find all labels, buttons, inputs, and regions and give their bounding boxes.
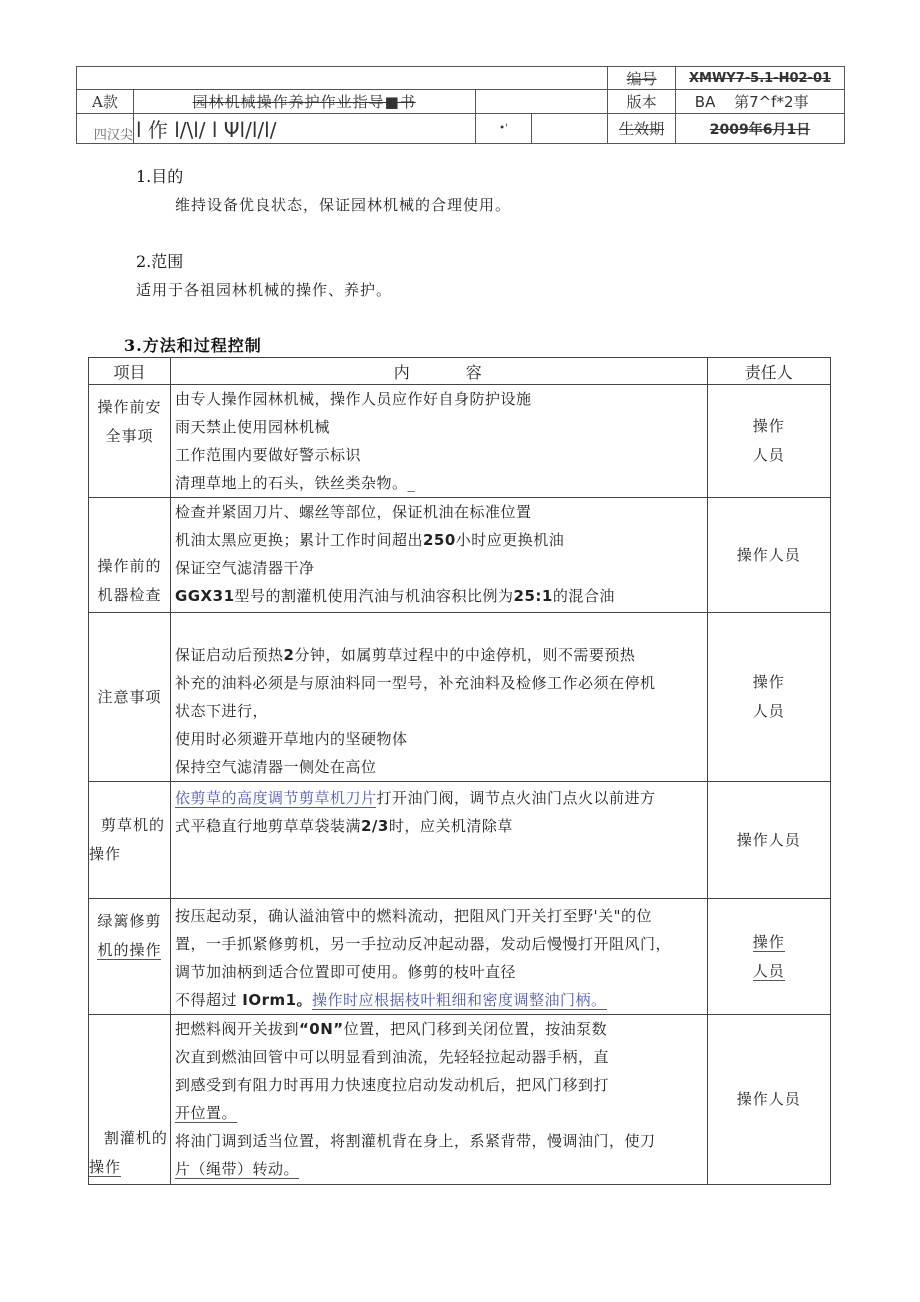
header-blank-cell-3 — [532, 114, 608, 144]
version-label: 版本 — [608, 90, 676, 114]
resp-line: 操作 — [752, 673, 785, 691]
content-line: 按压起动泵，确认溢油管中的燃料流动，把阻风门开关打至野'关"的位 — [174, 907, 652, 925]
content-text: 机油太黑应更换；累计工作时间超出 — [174, 531, 423, 549]
content-text: 小时应更换机油 — [455, 531, 565, 549]
code-label: 编号 — [608, 67, 676, 90]
table-row — [89, 385, 831, 498]
content-line: 补充的油料必须是与原油料同一型号，补充油料及检修工作必须在停机 — [174, 674, 656, 692]
content-line — [175, 812, 707, 840]
version-value: BA — [694, 93, 716, 111]
fill-value: 2/3 — [360, 817, 389, 835]
resp-line: 操作人员 — [736, 830, 801, 849]
table-row — [89, 498, 831, 613]
content-text: 式平稳直行地剪草草袋装满 — [174, 817, 361, 835]
row3-mid-text: l 作 l/\l/ l Ψl/l/l/ — [135, 118, 277, 142]
row-resp — [707, 1015, 830, 1185]
diameter-value: IOrm1。 — [242, 991, 313, 1009]
content-text: 时，应关机清除草 — [388, 817, 513, 835]
height-adjust-link: 依剪草的高度调节剪草机刀片 — [174, 789, 377, 807]
content-text: 把燃料阀开关拔到 — [174, 1020, 299, 1038]
version-cell — [676, 90, 845, 114]
on-position: “0N” — [298, 1020, 344, 1038]
content-line: 到感受到有阻力时再用力快速度拉启动发动机后，把风门移到打 — [174, 1076, 609, 1094]
item-line: 割灌机的 — [103, 1129, 168, 1147]
table-row — [89, 1015, 831, 1185]
hours-value: 250 — [422, 531, 456, 549]
row-item — [89, 385, 171, 498]
item-line: 机器检查 — [97, 586, 162, 604]
row3-left: 四汉尖 — [77, 114, 134, 144]
row-resp — [707, 782, 830, 899]
content-text: 位置，把风门移到关闭位置，按油泵数 — [343, 1020, 608, 1038]
content-line — [175, 784, 707, 812]
item-line: 操作前安 — [97, 398, 162, 416]
throttle-adjust-link: 操作时应根据枝叶粗细和密度调整油门柄。 — [312, 991, 607, 1009]
content-line: 保证空气滤清器干净 — [174, 559, 315, 577]
content-text: 打开油门阀，调节点火油门点火以前进方 — [376, 789, 656, 807]
model-value: GGX31 — [174, 587, 235, 605]
content-line: 开位置。 — [174, 1104, 237, 1122]
scope-text: 适用于各祖园林机械的操作、养护。 — [136, 281, 393, 299]
resp-line: 人员 — [752, 446, 785, 464]
content-line: 工作范围内要做好警示标识 — [174, 446, 361, 464]
resp-line: 操作 — [752, 932, 785, 951]
row-resp — [707, 613, 830, 782]
item-line: 操作前的 — [97, 557, 162, 575]
item-line: 绿篱修剪 — [97, 912, 162, 930]
item-line: 全事项 — [105, 427, 154, 445]
page-value: 第7^f*2事 — [734, 93, 809, 111]
ratio-value: 25:1 — [513, 587, 553, 605]
content-text: 不得超过 — [174, 991, 237, 1009]
row-content — [170, 899, 707, 1015]
header-blank-cell-2 — [475, 90, 608, 114]
content-line — [175, 986, 707, 1014]
row-item — [89, 899, 171, 1015]
resp-line: 操作 — [752, 417, 785, 435]
document-header-table — [76, 66, 845, 144]
content-line — [175, 1015, 707, 1043]
content-text: 保证启动后预热 — [174, 646, 284, 664]
item-line: 剪草机的 — [101, 816, 166, 834]
table-row — [89, 782, 831, 899]
resp-line: 操作人员 — [736, 545, 801, 564]
content-line — [175, 641, 707, 669]
purpose-text: 维持设备优良状态，保证园林机械的合理使用。 — [175, 196, 512, 214]
purpose-title: 1.目的 — [136, 167, 184, 186]
minutes-value: 2 — [283, 646, 295, 664]
row-item — [89, 498, 171, 613]
item-line: 操作 — [89, 845, 122, 863]
resp-line: 操作人员 — [736, 1090, 801, 1108]
header-resp: 责任人 — [707, 358, 830, 385]
row-item — [89, 782, 171, 899]
item-line: 操作 — [89, 1158, 122, 1176]
header-item: 项目 — [89, 358, 171, 385]
content-line — [175, 526, 707, 554]
content-line: 次直到燃油回管中可以明显看到油流，先轻轻拉起动器手柄，直 — [174, 1048, 609, 1066]
process-control-table — [88, 357, 831, 1185]
resp-line: 人员 — [752, 702, 785, 720]
content-line: 雨天禁止使用园林机械 — [174, 418, 330, 436]
content-line: 保持空气滤清器一侧处在高位 — [174, 758, 377, 776]
content-line: 清理草地上的石头，铁丝类杂物。_ — [174, 474, 416, 492]
row3-mark: •' — [475, 114, 532, 144]
content-line: 检查并紧固刀片、螺丝等部位，保证机油在标准位置 — [174, 503, 532, 521]
row-content — [170, 1015, 707, 1185]
section-label: A款 — [77, 90, 134, 114]
content-line: 由专人操作园林机械，操作人员应作好自身防护设施 — [174, 390, 532, 408]
row-content — [170, 782, 707, 899]
row-resp — [707, 899, 830, 1015]
row-item — [89, 1015, 171, 1185]
item-line: 注意事项 — [97, 687, 162, 706]
row-content — [170, 385, 707, 498]
table-header-row — [89, 358, 831, 385]
content-line — [175, 582, 707, 610]
method-title: 3.方法和过程控制 — [124, 336, 262, 355]
header-blank-cell — [77, 67, 608, 90]
resp-line: 人员 — [752, 961, 785, 980]
row-content — [170, 613, 707, 782]
row-content — [170, 498, 707, 613]
content-text: 的混合油 — [552, 587, 615, 605]
content-text: 分钟，如属剪草过程中的中途停机，则不需要预热 — [294, 646, 636, 664]
content-line: 状态下进行， — [174, 702, 268, 720]
content-line: 将油门调到适当位置，将割灌机背在身上，系紧背带，慢调油门，使刀 — [174, 1132, 656, 1150]
content-line: 调节加油柄到适合位置即可使用。修剪的枝叶直径 — [174, 963, 516, 981]
effective-label: 生效期 — [608, 114, 676, 144]
scope-title: 2.范围 — [136, 252, 184, 271]
item-line: 机的操作 — [97, 941, 162, 959]
header-content: 内 容 — [170, 358, 707, 385]
row-resp — [707, 385, 830, 498]
row-item — [89, 613, 171, 782]
table-row — [89, 899, 831, 1015]
effective-value: 2009年6月1日 — [676, 114, 845, 144]
content-line: 片（绳带）转动。 — [174, 1160, 299, 1178]
doc-title: 园林机械操作养护作业指导■书 — [133, 90, 475, 114]
row-resp — [707, 498, 830, 613]
content-text: 型号的割灌机使用汽油与机油容积比例为 — [234, 587, 514, 605]
table-row — [89, 613, 831, 782]
content-line: 使用时必须避开草地内的坚硬物体 — [174, 730, 408, 748]
content-line: 置，一手抓紧修剪机，另一手拉动反冲起动器，发动后慢慢打开阻风门， — [174, 935, 671, 953]
code-value: XMWY7-5.1-H02-01 — [676, 67, 845, 90]
row3-mid — [133, 114, 475, 144]
